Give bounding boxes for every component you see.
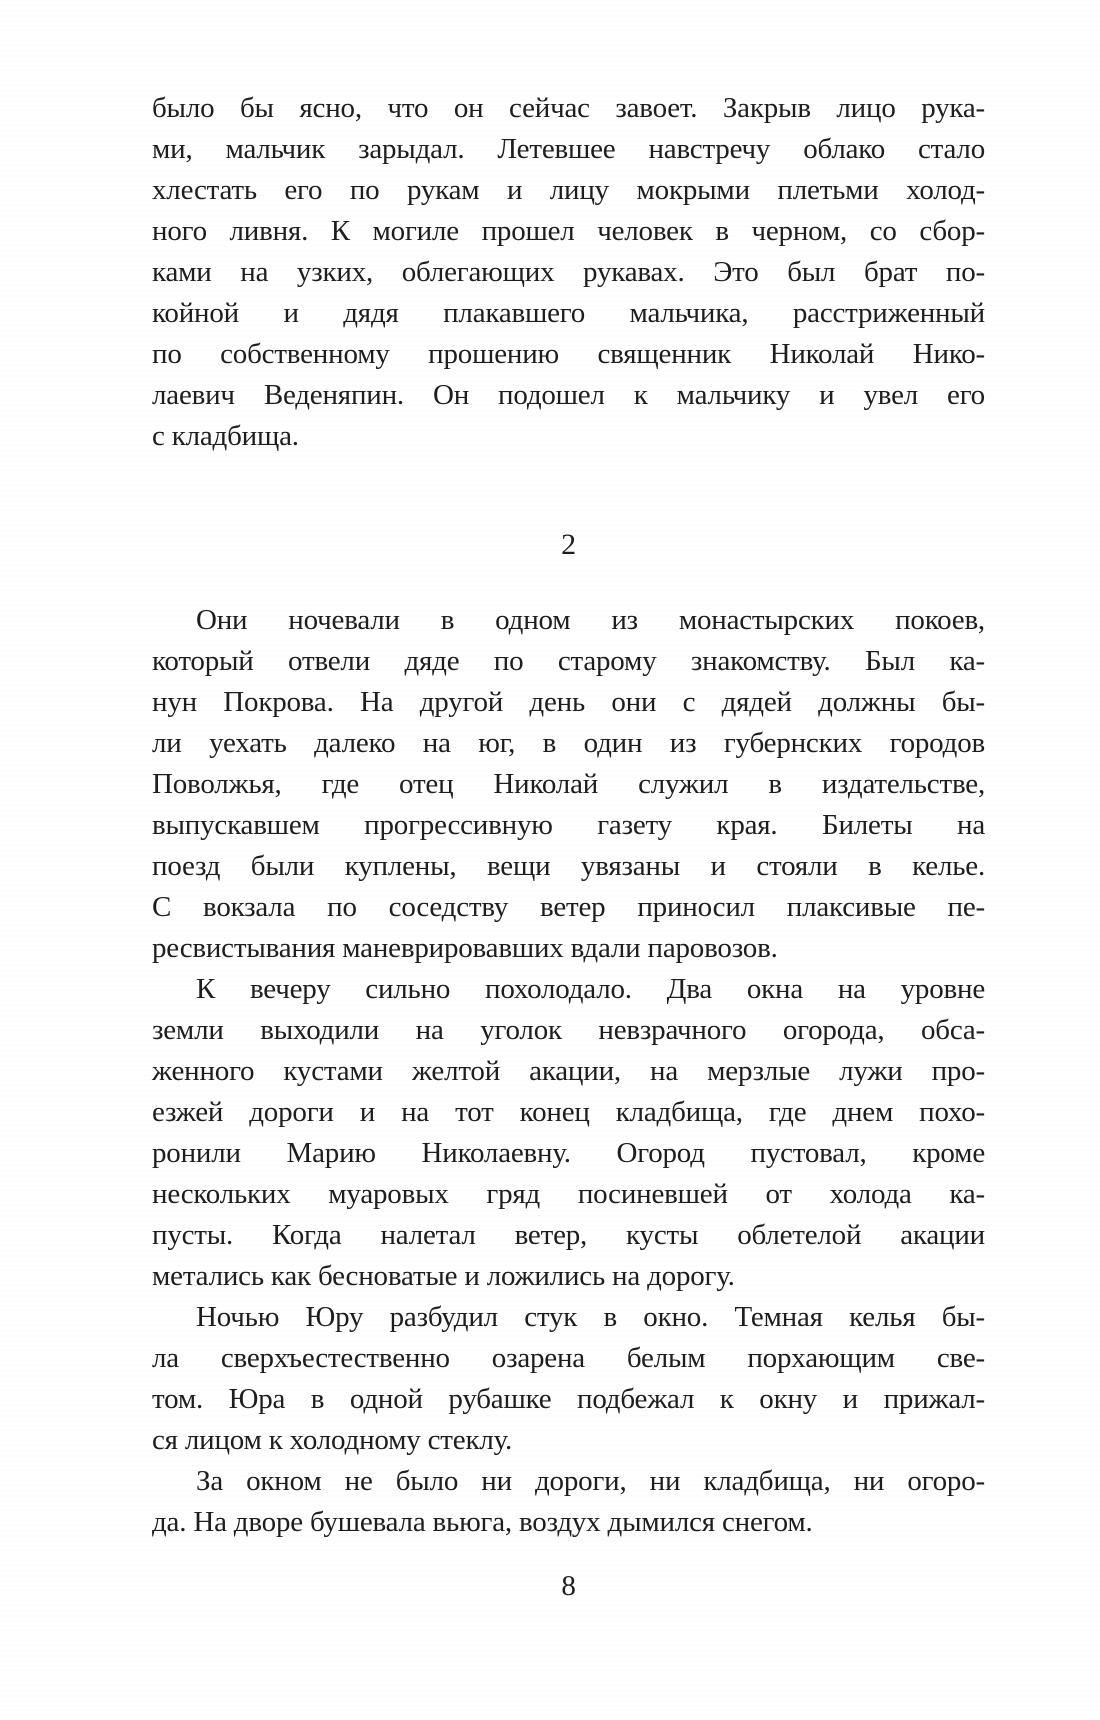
text-line: пусты. Когда налетал ветер, кусты облетелой акации: [152, 1219, 985, 1251]
section-heading: 2: [561, 528, 576, 561]
text-line: земли выходили на уголок невзрачного огорода, обса-: [152, 1014, 985, 1046]
section-2-paragraphs: [152, 600, 985, 1543]
text-line: ся лицом к холодному стеклу.: [152, 1424, 513, 1456]
paragraph: [152, 969, 985, 1297]
text-line: поезд были куплены, вещи увязаны и стояли в келье.: [152, 850, 985, 882]
text-line: За окном не было ни дороги, ни кладбища, ни огоро-: [196, 1465, 985, 1497]
text-line: Ночью Юру разбудил стук в окно. Темная келья бы-: [196, 1301, 985, 1333]
text-line: ками на узких, облегающих рукавах. Это был брат по-: [152, 256, 985, 288]
text-line: нун Покрова. На другой день они с дядей должны бы-: [152, 686, 985, 718]
text-line: ного ливня. К могиле прошел человек в черном, со сбор-: [152, 215, 985, 247]
text-line: с кладбища.: [152, 420, 299, 452]
page-number: 8: [561, 1570, 576, 1602]
text-line: ла сверхъестественно озарена белым порхающим све-: [152, 1342, 985, 1374]
text-line: том. Юра в одной рубашке подбежал к окну и прижал-: [152, 1383, 985, 1415]
text-line: ми, мальчик зарыдал. Летевшее навстречу облако стало: [152, 133, 985, 165]
text-line: выпускавшем прогрессивную газету края. Билеты на: [152, 809, 985, 841]
text-line: нескольких муаровых гряд посиневшей от холода ка-: [152, 1178, 985, 1210]
paragraph: [152, 1297, 985, 1461]
text-line: лаевич Веденяпин. Он подошел к мальчику и увел его: [152, 379, 985, 411]
text-line: Они ночевали в одном из монастырских покоев,: [196, 604, 985, 636]
text-line: койной и дядя плакавшего мальчика, расстриженный: [152, 297, 985, 329]
text-line: Поволжья, где отец Николай служил в издательстве,: [152, 768, 985, 800]
text-line: ронили Марию Николаевну. Огород пустовал, кроме: [152, 1137, 985, 1169]
paragraph: [152, 600, 985, 969]
paragraph: [152, 1461, 985, 1543]
text-line: хлестать его по рукам и лицу мокрыми плетьми холод-: [152, 174, 985, 206]
text-line: езжей дороги и на тот конец кладбища, где днем похо-: [152, 1096, 985, 1128]
text-line: метались как бесноватые и ложились на дорогу.: [152, 1260, 735, 1292]
text-line: по собственному прошению священник Николай Нико-: [152, 338, 985, 370]
text-block: [152, 88, 985, 1607]
text-line: женного кустами желтой акации, на мерзлые лужи про-: [152, 1055, 985, 1087]
text-line: ресвистывания маневрировавших вдали паровозов.: [152, 932, 778, 964]
paragraph: [152, 88, 985, 457]
text-line: было бы ясно, что он сейчас завоет. Закрыв лицо рука-: [152, 92, 985, 124]
section-1-paragraphs: [152, 88, 985, 457]
text-line: К вечеру сильно похолодало. Два окна на уровне: [196, 973, 985, 1005]
text-line: С вокзала по соседству ветер приносил плаксивые пе-: [152, 891, 985, 923]
text-line: да. На дворе бушевала вьюга, воздух дымился снегом.: [152, 1506, 813, 1538]
text-line: ли уехать далеко на юг, в один из губернских городов: [152, 727, 985, 759]
text-line: который отвели дяде по старому знакомству. Был ка-: [152, 645, 985, 677]
